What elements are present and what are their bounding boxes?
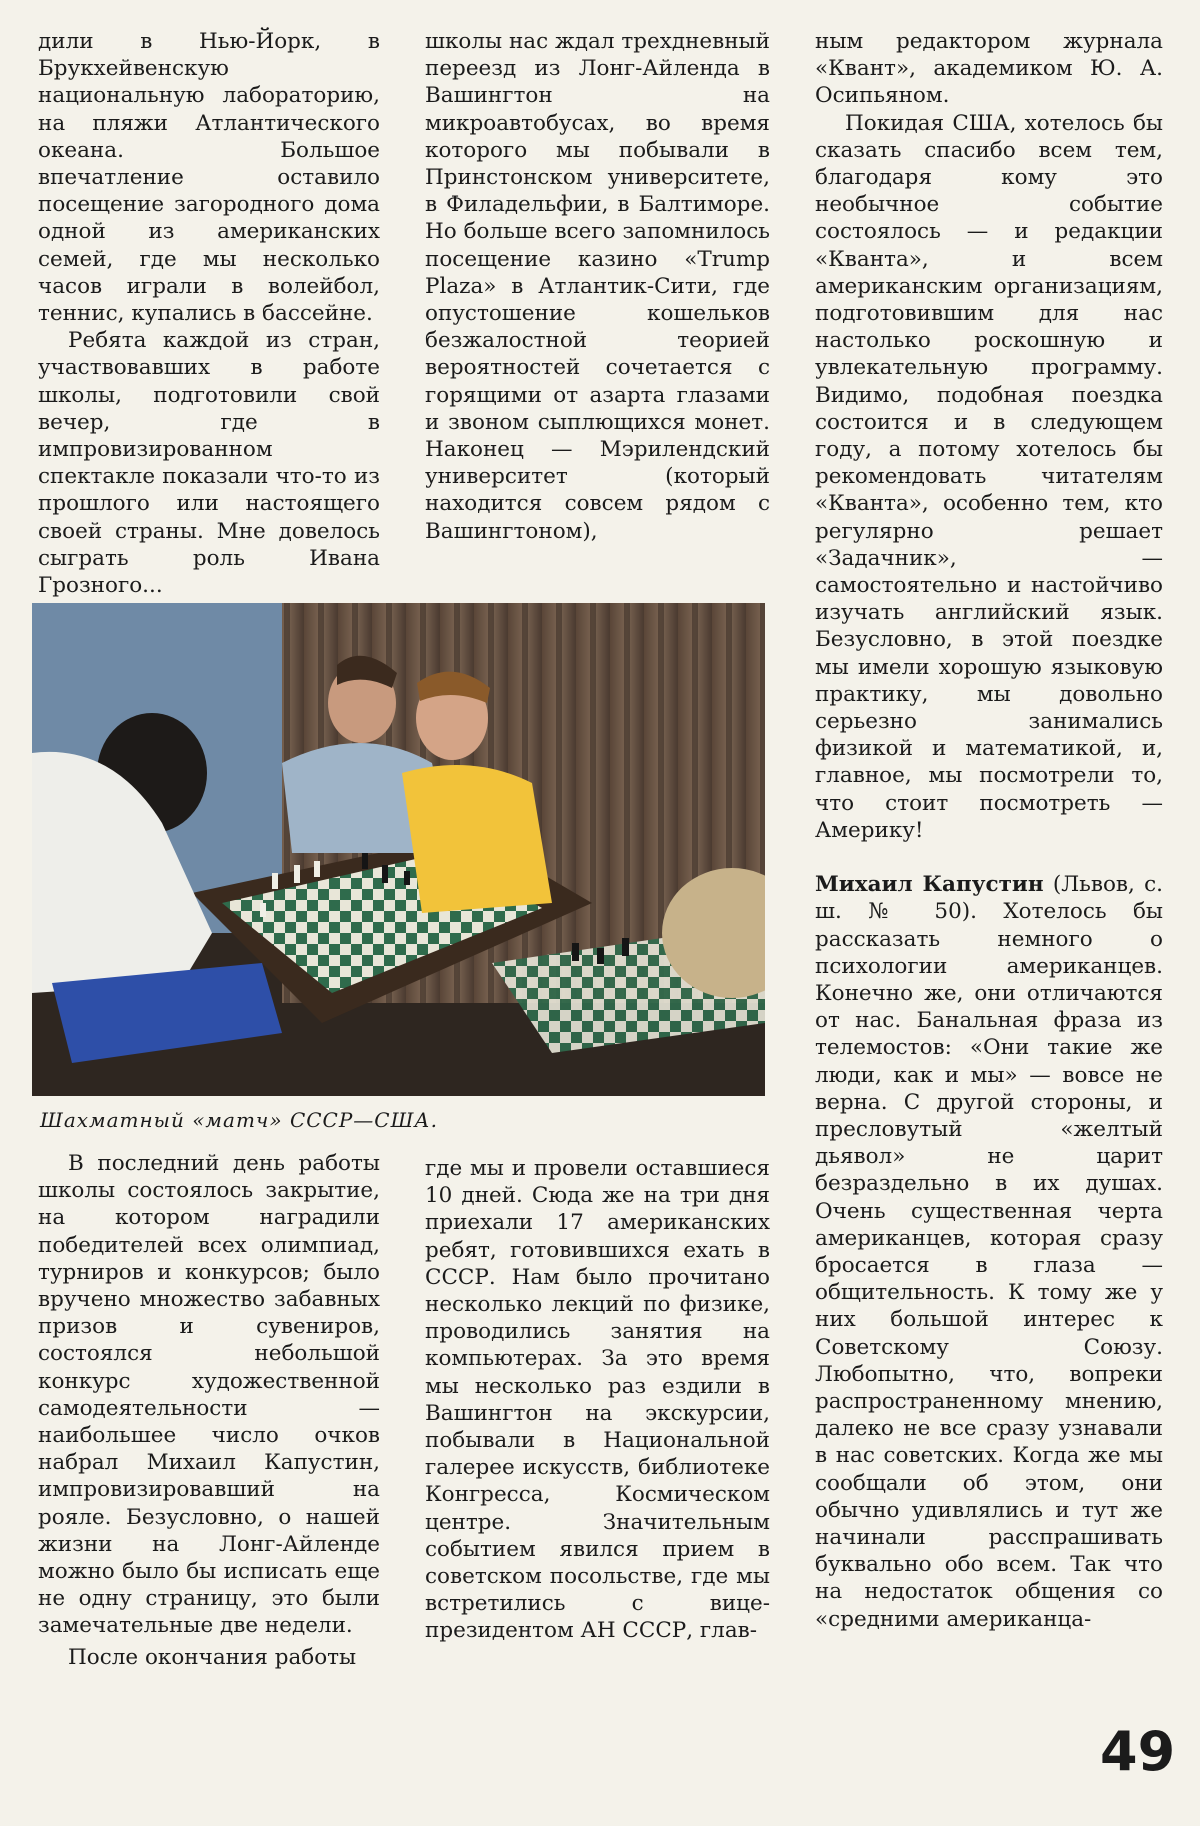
column-2-bottom: [425, 1155, 770, 1645]
paragraph: школы нас ждал трехдневный переезд из Лонг-Айленда в Вашингтон на микроавтобусах, во время которого мы побывали в Принстонском университете, в Филадельфии, в Балтиморе. Но больше всего запомнилось посещение казино «Trump Plaza» в Атлантик-Сити, где опустошение кошельков безжалостной теорией вероятностей сочетается с горящими от азарта глазами и звоном сыплющихся монет. Наконец — Мэрилендский университет (который находится совсем рядом с Вашингтоном),: [425, 29, 770, 544]
photo-caption: Шахматный «матч» СССР—США.: [40, 1108, 438, 1132]
paragraph: В последний день работы школы состоялось закрытие, на котором наградили победителей всех олимпиад, турниров и конкурсов; было вручено множество забавных призов и сувениров, состоялся небольшой конкурс художественной самодеятельности — наибольшее число очков набрал Михаил Капустин, импровизировавший на рояле. Безусловно, о нашей жизни на Лонг-Айленде можно было бы исписать еще не одну страницу, это были замечательные две недели.: [38, 1151, 380, 1639]
chess-match-photo: [32, 603, 765, 1096]
paragraph: ным редактором журнала «Квант», академиком Ю. А. Осипьяном.: [815, 29, 1163, 109]
paragraph: где мы и провели оставшиеся 10 дней. Сюда же на три дня приехали 17 американских ребят, готовившихся ехать в СССР. Нам было прочитано несколько лекций по физике, проводились занятия на компьютерах. За это время мы несколько раз ездили в Вашингтон на экскурсии, побывали в Национальной галерее искусств, библиотеке Конгресса, Космическом центре. Значительным событием явился прием в советском посольстве, где мы встретились с вице-президентом АН СССР, глав-: [425, 1156, 770, 1644]
column-1-bottom: [38, 1150, 380, 1671]
paragraph-text: (Львов, с. ш. № 50). Хотелось бы рассказать немного о психологии американцев. Конечно же, они отличаются от нас. Банальная фраза из телемостов: «Они такие же люди, как и мы» — вовсе не верна. С другой стороны, и пресловутый «желтый дьявол» не царит безраздельно в их душах. Очень существенная черта американцев, которая сразу бросается в глаза — общительность. К тому же у них большой интерес к Советскому Союзу. Любопытно, что, вопреки распространенному мнению, далеко не все сразу узнавали в нас советских. Когда же мы сообщали об этом, они обычно удивлялись и тут же начинали расспрашивать буквально обо всем. Так что на недостаток общения со «средними американца-: [815, 872, 1163, 1632]
paragraph: После окончания работы: [68, 1644, 357, 1670]
column-1-top: [38, 28, 380, 599]
column-3: [815, 28, 1163, 1633]
column-2-top: [425, 28, 770, 545]
paragraph: Ребята каждой из стран, участвовавших в работе школы, подготовили свой вечер, где в импровизированном спектакле показали что-то из прошлого или настоящего своей страны. Мне довелось сыграть роль Ивана Грозного...: [38, 328, 380, 599]
author-name: Михаил Капустин: [815, 872, 1044, 898]
paragraph: дили в Нью-Йорк, в Брукхейвенскую национальную лабораторию, на пляжи Атлантического океана. Большое впечатление оставило посещение загородного дома одной из американских семей, где мы несколько часов играли в волейбол, теннис, купались в бассейне.: [38, 29, 380, 327]
photo-illustration: [32, 603, 765, 1096]
page-number: 49: [1100, 1720, 1176, 1783]
paragraph-author-intro: [815, 871, 1163, 1633]
paragraph: Покидая США, хотелось бы сказать спасибо всем тем, благодаря кому это необычное событие состоялось — и редакции «Кванта», и всем американским организациям, подготовившим для нас настолько роскошную и увлекательную программу. Видимо, подобная поездка состоится и в следующем году, а потому хотелось бы рекомендовать читателям «Кванта», особенно тем, кто регулярно решает «Задачник», — самостоятельно и настойчиво изучать английский язык. Безусловно, в этой поездке мы имели хорошую языковую практику, мы довольно серьезно занимались физикой и математикой, и, главное, мы посмотрели то, что стоит посмотреть — Америку!: [815, 110, 1163, 843]
